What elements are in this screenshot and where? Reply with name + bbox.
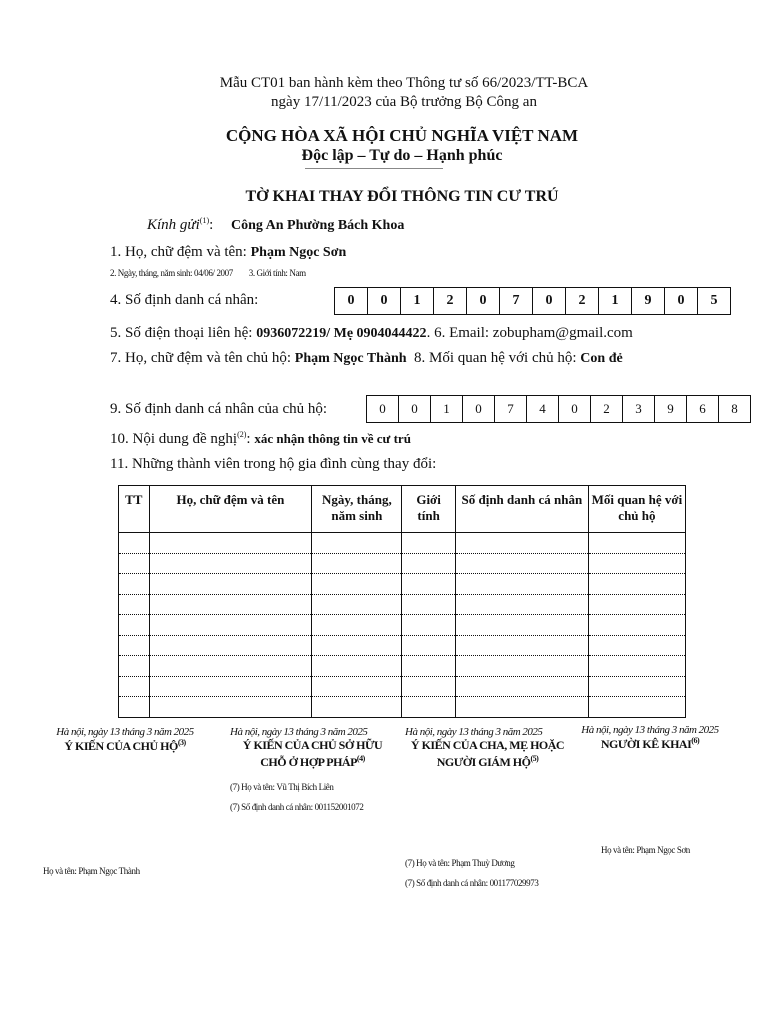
field-request (110, 430, 411, 448)
signature-household-head (40, 726, 210, 754)
table-cell (402, 615, 456, 636)
table-cell (402, 697, 456, 718)
sig3-id: (7) Số định danh cá nhân: 001177029973 (405, 878, 539, 888)
field-phone-email (110, 325, 633, 342)
sig3-title: Ý KIẾN CỦA CHA, MẸ HOẶC NGƯỜI GIÁM HỘ$^{(5)}$ (410, 738, 565, 769)
table-cell (119, 656, 150, 677)
table-cell (149, 533, 312, 554)
sig4-title: NGƯỜI KÊ KHAI$^{(6)}$ (600, 736, 700, 751)
recipient-note: (1) (199, 216, 210, 225)
digit-cell: 0 (558, 395, 591, 423)
dob-text: 2. Ngày, tháng, năm sinh: 04/06/ 2007 (110, 268, 233, 278)
digit-cell: 5 (697, 287, 731, 315)
table-cell (119, 553, 150, 574)
sig4-date: Hà nội, ngày 13 tháng 3 năm 2025 (581, 724, 719, 736)
table-cell (119, 697, 150, 718)
nation-title: CỘNG HÒA XÃ HỘI CHỦ NGHĨA VIỆT NAM (225, 126, 579, 145)
phone-value: 0936072219/ Mẹ 0904044422 (256, 326, 427, 341)
table-cell (402, 553, 456, 574)
table-cell (149, 594, 312, 615)
field-dob-gender (110, 268, 306, 278)
digit-cell: 7 (499, 287, 533, 315)
table-cell (149, 574, 312, 595)
table-cell (588, 697, 685, 718)
table-cell (588, 676, 685, 697)
relation-label: 8. Mối quan hệ với chủ hộ: (414, 350, 577, 366)
request-value: xác nhận thông tin về cư trú (254, 431, 411, 446)
phone-label: 5. Số điện thoại liên hệ: (110, 325, 253, 341)
table-cell (455, 676, 588, 697)
table-cell (588, 553, 685, 574)
digit-cell: 1 (400, 287, 434, 315)
digit-cell: 0 (466, 287, 500, 315)
recipient-line (147, 216, 404, 234)
table-cell (119, 635, 150, 656)
digit-cell: 9 (654, 395, 687, 423)
recipient-label: Kính gửi (147, 217, 200, 233)
sig2-date: Hà nội, ngày 13 tháng 3 năm 2025 (230, 726, 368, 738)
digit-cell: 2 (565, 287, 599, 315)
relation-value: Con đẻ (580, 351, 623, 366)
col-gender: Giới tính (402, 486, 456, 533)
form-title: TỜ KHAI THAY ĐỔI THÔNG TIN CƯ TRÚ (245, 188, 559, 205)
digit-cell: 1 (430, 395, 463, 423)
table-cell (149, 697, 312, 718)
signature-owner (230, 726, 395, 769)
table-cell (455, 635, 588, 656)
table-cell (455, 697, 588, 718)
motto-underline (305, 168, 443, 169)
table-cell (149, 615, 312, 636)
head-id-grid (367, 395, 751, 423)
template-line-1: Mẫu CT01 ban hành kèm theo Thông tư số 66/2023/TT-BCA (219, 75, 589, 91)
id-number-grid (335, 287, 731, 315)
table-cell (149, 656, 312, 677)
col-relation: Mối quan hệ với chủ hộ (588, 486, 685, 533)
motto: Độc lập – Tự do – Hạnh phúc (301, 147, 503, 164)
members-heading: 11. Những thành viên trong hộ gia đình cùng thay đổi: (110, 456, 437, 472)
digit-cell: 0 (398, 395, 431, 423)
table-cell (402, 635, 456, 656)
signature-guardian (405, 726, 570, 769)
digit-cell: 0 (462, 395, 495, 423)
digit-cell: 0 (334, 287, 368, 315)
table-row (119, 574, 686, 595)
table-cell (119, 676, 150, 697)
table-cell (402, 594, 456, 615)
id-number-label: 4. Số định danh cá nhân: (110, 292, 259, 308)
head-name-label: 7. Họ, chữ đệm và tên chủ hộ: (110, 350, 292, 366)
table-cell (588, 635, 685, 656)
request-label: 10. Nội dung đề nghị (110, 431, 238, 447)
digit-cell: 3 (622, 395, 655, 423)
table-cell (119, 574, 150, 595)
table-cell (149, 553, 312, 574)
table-row (119, 697, 686, 718)
signature-declarant (570, 724, 730, 752)
table-cell (402, 656, 456, 677)
table-cell (588, 594, 685, 615)
sig1-name: Họ và tên: Phạm Ngọc Thành (43, 866, 140, 876)
digit-cell: 9 (631, 287, 665, 315)
digit-cell: 1 (598, 287, 632, 315)
table-cell (402, 676, 456, 697)
digit-cell: 8 (718, 395, 751, 423)
table-row (119, 553, 686, 574)
digit-cell: 0 (664, 287, 698, 315)
table-cell (312, 533, 402, 554)
table-cell (312, 676, 402, 697)
table-cell (455, 656, 588, 677)
digit-cell: 2 (590, 395, 623, 423)
table-cell (588, 656, 685, 677)
recipient-value: Công An Phường Bách Khoa (231, 218, 405, 233)
request-note: (2) (237, 430, 247, 439)
table-cell (312, 697, 402, 718)
col-tt: TT (119, 486, 150, 533)
digit-cell: 2 (433, 287, 467, 315)
table-cell (312, 574, 402, 595)
members-header-row (119, 486, 686, 533)
digit-cell: 0 (367, 287, 401, 315)
full-name-label: 1. Họ, chữ đệm và tên: (110, 244, 247, 260)
table-row (119, 676, 686, 697)
template-line-2: ngày 17/11/2023 của Bộ trưởng Bộ Công an (271, 94, 537, 110)
col-id: Số định danh cá nhân (455, 486, 588, 533)
head-id-label: 9. Số định danh cá nhân của chủ hộ: (110, 401, 328, 417)
sig3-date: Hà nội, ngày 13 tháng 3 năm 2025 (405, 726, 543, 738)
table-cell (312, 635, 402, 656)
table-cell (588, 533, 685, 554)
request-colon: : (246, 431, 251, 447)
sig3-name: (7) Họ và tên: Phạm Thuỳ Dương (405, 858, 515, 868)
table-cell (312, 594, 402, 615)
col-name: Họ, chữ đệm và tên (149, 486, 312, 533)
sig4-name: Họ và tên: Phạm Ngọc Sơn (601, 845, 690, 855)
digit-cell: 4 (526, 395, 559, 423)
sig2-title: Ý KIẾN CỦA CHỦ SỞ HỮU CHỖ Ở HỢP PHÁP$^{(4)}$ (242, 738, 383, 769)
table-cell (402, 574, 456, 595)
table-cell (119, 594, 150, 615)
field-full-name (110, 244, 346, 261)
digit-cell: 7 (494, 395, 527, 423)
table-cell (149, 635, 312, 656)
table-row (119, 533, 686, 554)
table-cell (455, 615, 588, 636)
members-table (118, 485, 686, 718)
sig1-date: Hà nội, ngày 13 tháng 3 năm 2025 (56, 726, 194, 738)
table-cell (119, 533, 150, 554)
email-text: . 6. Email: zobupham@gmail.com (426, 325, 633, 341)
table-cell (455, 574, 588, 595)
sig2-name: (7) Họ và tên: Vũ Thị Bích Liên (230, 782, 334, 792)
table-cell (119, 615, 150, 636)
col-dob: Ngày, tháng, năm sinh (312, 486, 402, 533)
table-cell (312, 656, 402, 677)
field-household-head (110, 350, 690, 367)
table-cell (312, 615, 402, 636)
sig1-title: Ý KIẾN CỦA CHỦ HỘ$^{(3)}$ (64, 738, 186, 753)
full-name-value: Phạm Ngọc Sơn (250, 245, 347, 260)
table-cell (149, 676, 312, 697)
recipient-colon: : (209, 217, 214, 233)
table-row (119, 594, 686, 615)
table-cell (588, 574, 685, 595)
digit-cell: 6 (686, 395, 719, 423)
head-name-value: Phạm Ngọc Thành (294, 351, 407, 366)
table-cell (455, 533, 588, 554)
table-row (119, 635, 686, 656)
gender-text: 3. Giới tính: Nam (248, 268, 306, 278)
digit-cell: 0 (366, 395, 399, 423)
table-row (119, 656, 686, 677)
digit-cell: 0 (532, 287, 566, 315)
table-row (119, 615, 686, 636)
form-template-note (0, 74, 768, 112)
table-cell (402, 533, 456, 554)
table-cell (455, 594, 588, 615)
sig2-id: (7) Số định danh cá nhân: 001152001072 (230, 802, 364, 812)
table-cell (312, 553, 402, 574)
table-cell (588, 615, 685, 636)
table-cell (455, 553, 588, 574)
